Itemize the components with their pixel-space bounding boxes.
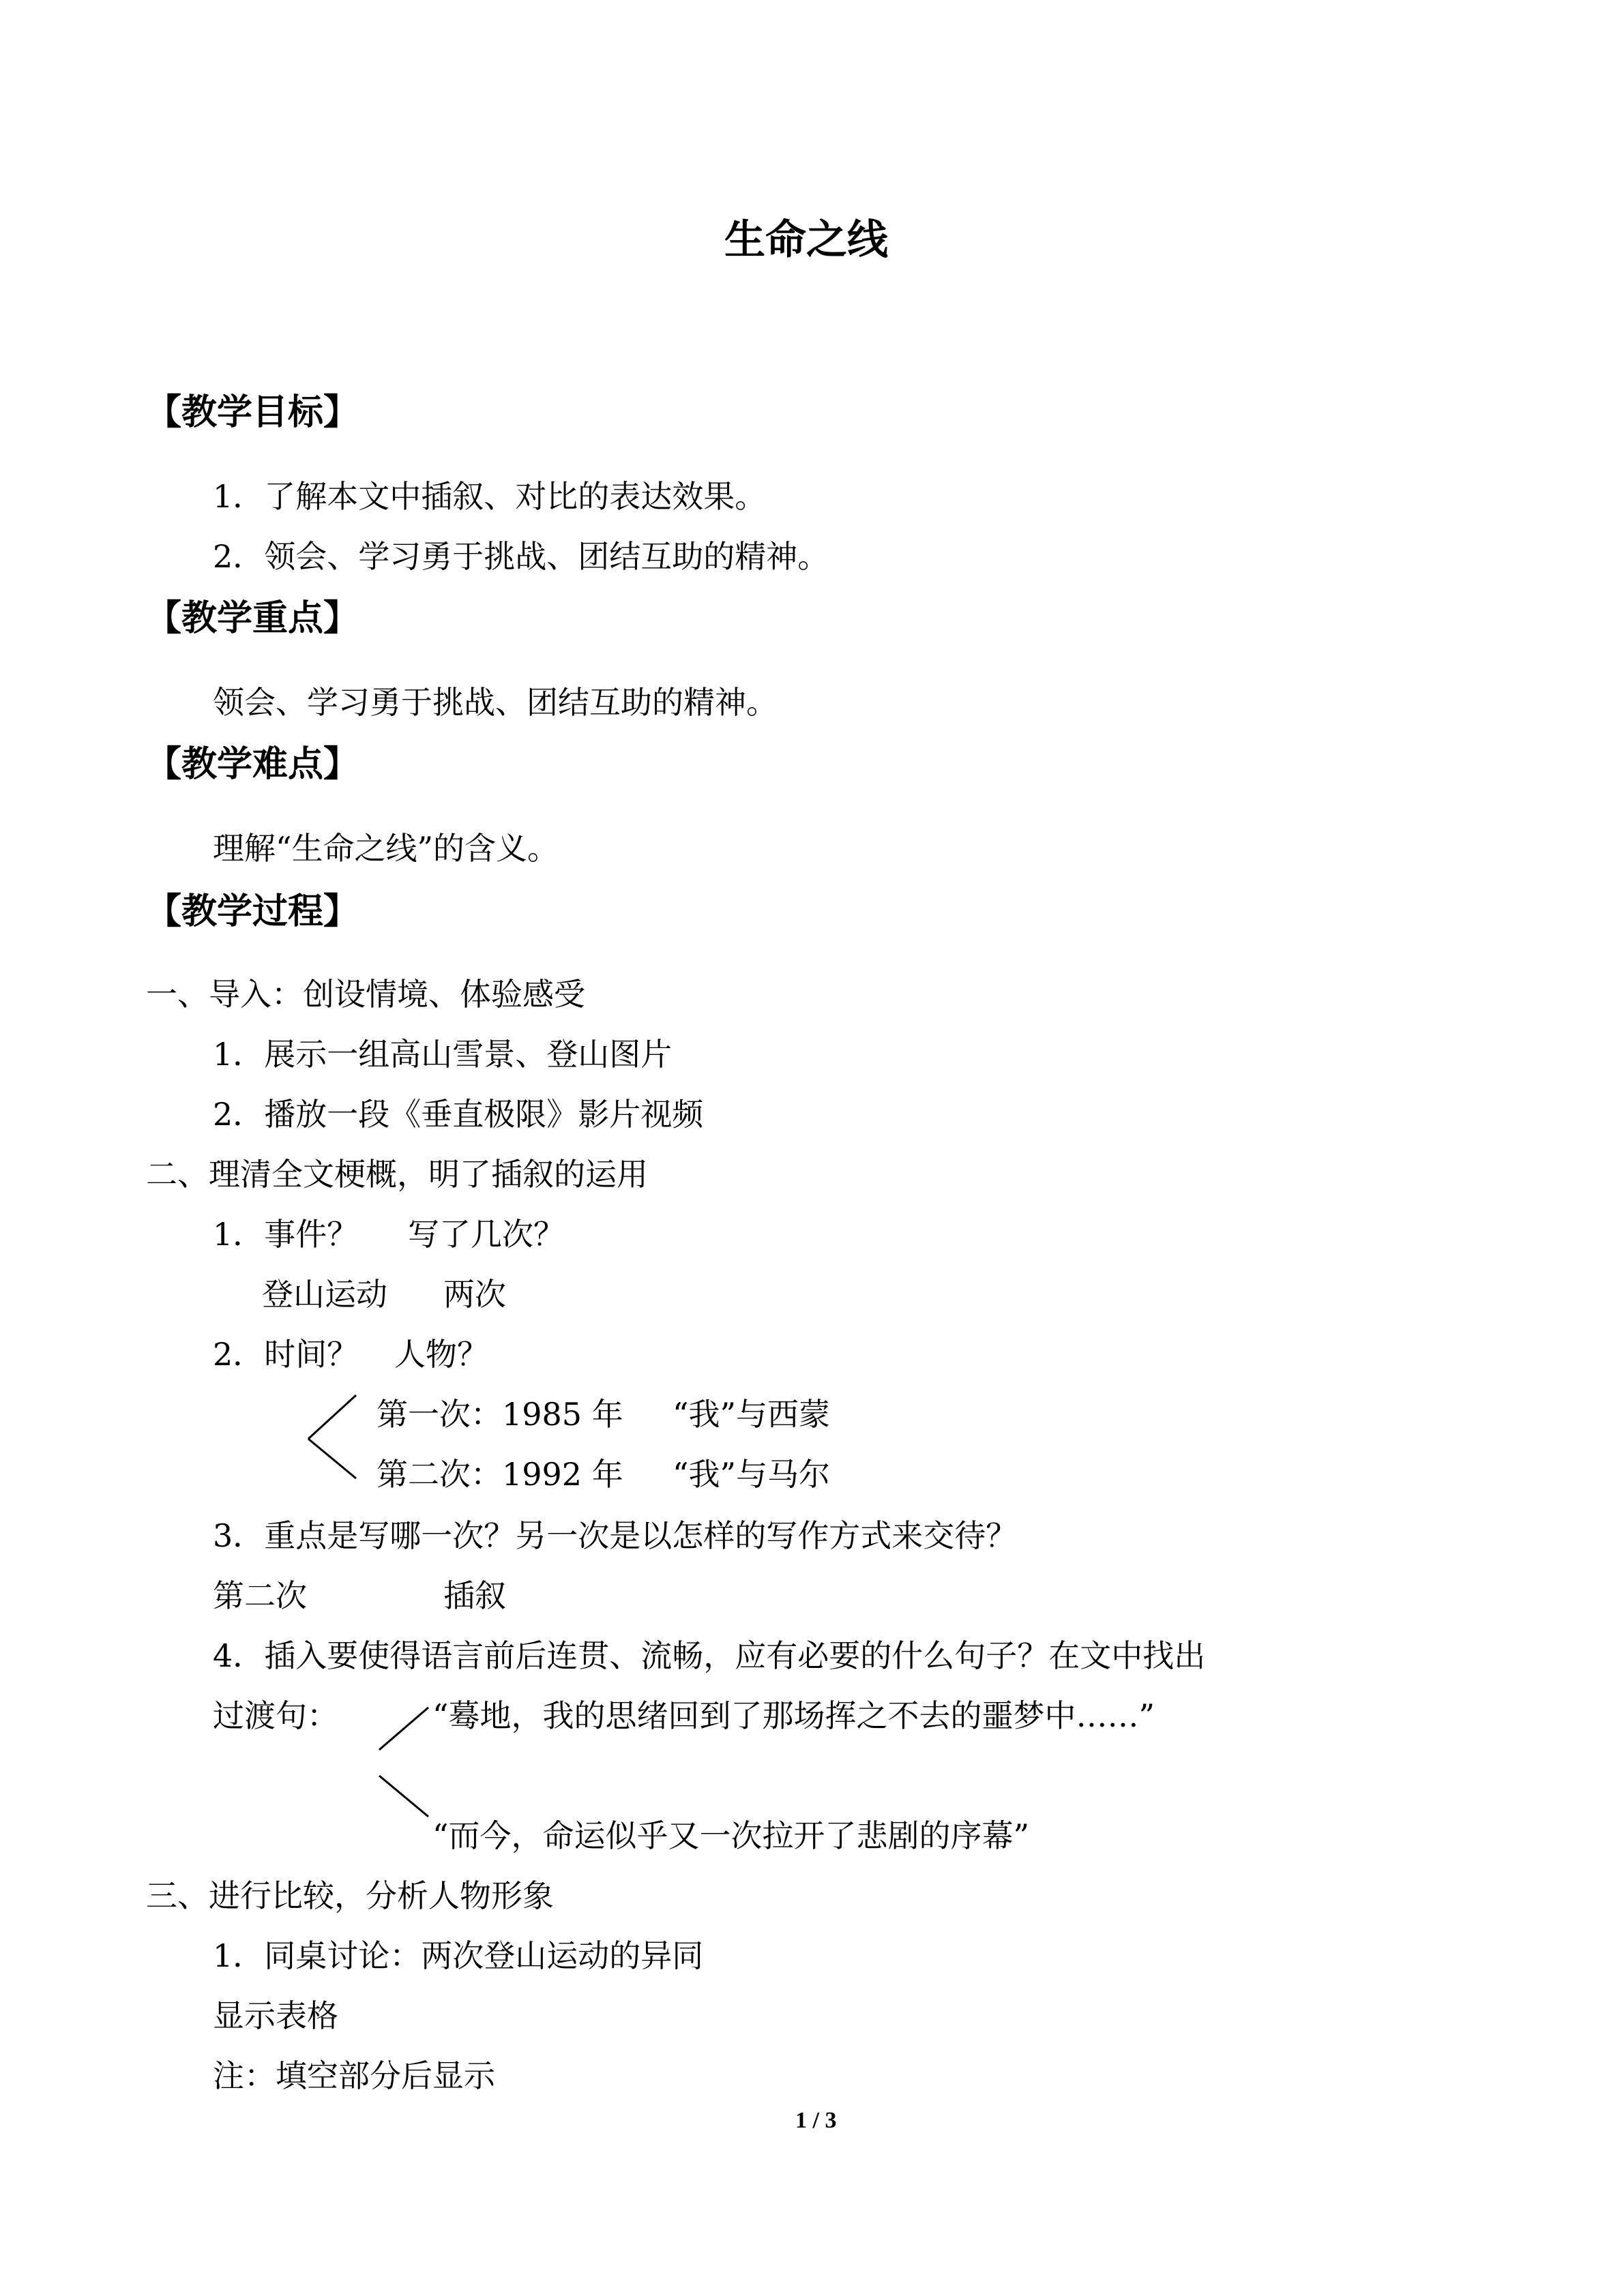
objective-item: 2．领会、学习勇于挑战、团结互助的精神。 [213, 538, 829, 575]
q4-connector-upper-line [379, 1708, 428, 1750]
process-part3-item: 1．同桌讨论：两次登山运动的异同 [213, 1937, 704, 1974]
process-part1-item: 1．展示一组高山雪景、登山图片 [213, 1036, 673, 1073]
q4-text: 4．插入要使得语言前后连贯、流畅，应有必要的什么句子？在文中找出 [213, 1637, 1206, 1674]
section-heading-objectives: 【教学目标】 [146, 392, 359, 433]
q4-label: 过渡句： [213, 1697, 338, 1734]
q2-label2: 人物？ [394, 1336, 488, 1373]
q2-bracket-lower-line [308, 1439, 356, 1478]
q3-answer-method: 插叙 [443, 1577, 506, 1614]
page-number: 1 / 3 [795, 2108, 837, 2133]
section-heading-key-point: 【教学重点】 [146, 598, 359, 639]
q2-first-people: “我”与西蒙 [673, 1396, 831, 1433]
objective-item: 1．了解本文中插叙、对比的表达效果。 [213, 478, 767, 515]
q2-second-time: 第二次：1992 年 [377, 1456, 623, 1493]
document-title: 生命之线 [724, 216, 888, 264]
q4-connector-lower-line [379, 1776, 428, 1817]
section-heading-difficulty: 【教学难点】 [146, 744, 359, 785]
q3-text: 3．重点是写哪一次？另一次是以怎样的写作方式来交待？ [213, 1517, 1018, 1554]
q1-answer-event: 登山运动 [262, 1276, 387, 1313]
q1-answer-count: 两次 [443, 1276, 506, 1313]
section-heading-process: 【教学过程】 [146, 891, 359, 932]
q4-sentence-1: “蓦地，我的思绪回到了那场挥之不去的噩梦中……” [432, 1697, 1155, 1734]
q2-label: 2．时间？ [213, 1336, 359, 1373]
q2-bracket-upper-line [308, 1395, 356, 1439]
q2-first-time: 第一次：1985 年 [377, 1396, 623, 1433]
q1-label: 1．事件？ [213, 1216, 359, 1253]
process-part1-item: 2．播放一段《垂直极限》影片视频 [213, 1096, 704, 1133]
process-part2-title: 二、理清全文梗概，明了插叙的运用 [146, 1156, 648, 1193]
process-part3-item: 注：填空部分后显示 [213, 2057, 495, 2094]
q3-answer-which: 第二次 [213, 1577, 307, 1614]
process-part3-title: 三、进行比较，分析人物形象 [146, 1877, 554, 1914]
key-point-text: 领会、学习勇于挑战、团结互助的精神。 [213, 684, 778, 721]
difficulty-text: 理解“生命之线”的含义。 [213, 830, 559, 867]
q2-second-people: “我”与马尔 [673, 1456, 831, 1493]
process-part3-item: 显示表格 [213, 1997, 338, 2034]
q1-label2: 写了几次？ [408, 1216, 565, 1253]
process-part1-title: 一、导入：创设情境、体验感受 [146, 976, 585, 1013]
q4-sentence-2: “而今，命运似乎又一次拉开了悲剧的序幕” [432, 1817, 1030, 1854]
